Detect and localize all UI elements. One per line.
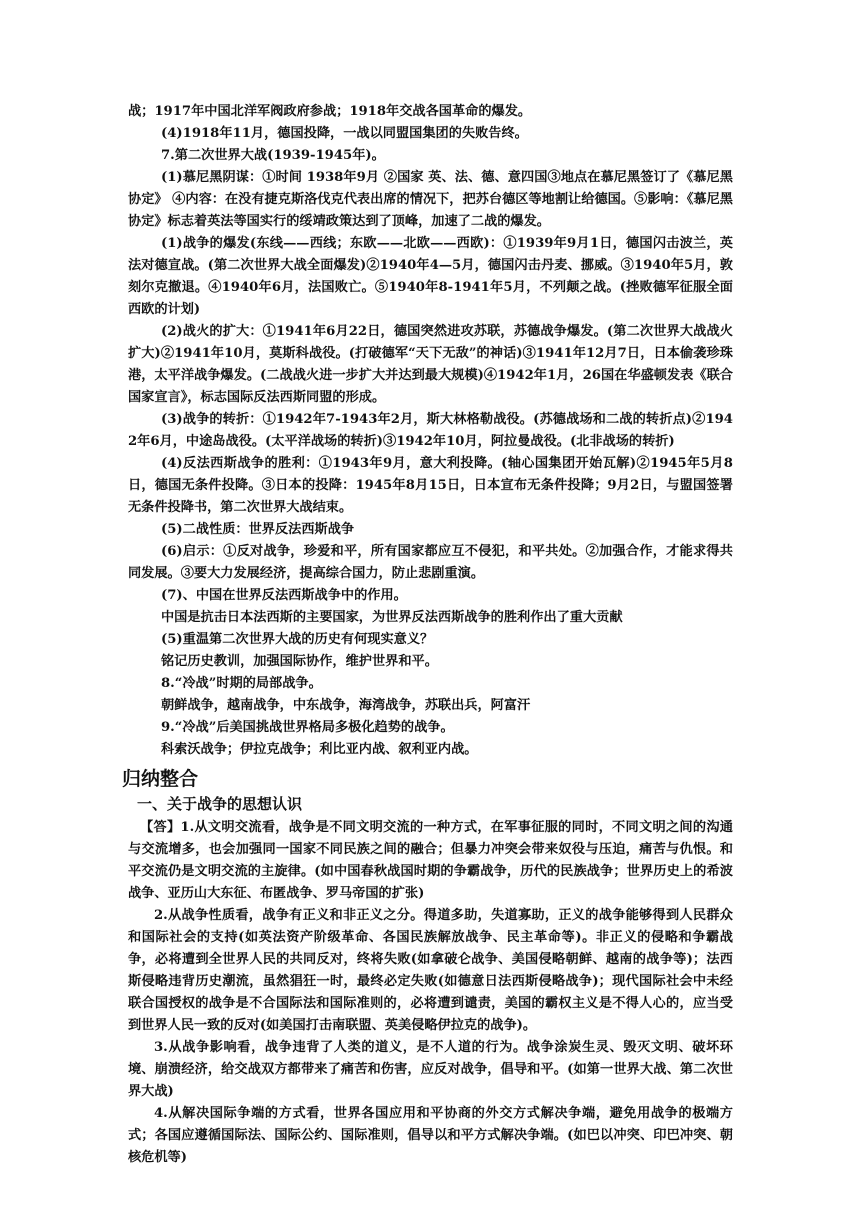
paragraph-china-role: 中国是抗击日本法西斯的主要国家，为世界反法西斯战争的胜利作出了重大贡献 — [161, 610, 623, 625]
paragraph-cold-war-wars: 朝鲜战争，越南战争，中东战争，海湾战争，苏联出兵，阿富汗 — [161, 698, 531, 713]
paragraph-war-impact: 3.从战争影响看，战争违背了人类的道义，是不人道的行为。战争涂炭生灵、毁灭文明、破坏环境、崩溃经济，给交战双方都带来了痛苦和伤害，应反对战争，倡导和平。(如第一世界大战、第二次世界大战) — [128, 1040, 733, 1099]
paragraph-post-cold-war-wars: 科索沃战争；伊拉克战争；利比亚内战、叙利亚内战。 — [161, 742, 478, 757]
subsection-title: 一、关于战争的思想认识 — [137, 795, 303, 813]
paragraph-war-expansion: (2)战火的扩大：①1941年6月22日，德国突然进攻苏联，苏德战争爆发。(第二次世界大战战火扩大)②1941年10月，莫斯科战役。(打破德军“天下无敌”的神话)③1941年12月7日，日本偷袭珍珠港，太平洋战争爆发。(二战战火进一步扩大并达到最大规模)④1942年1月，26国在华盛顿发表《联合国家宣言》，标志国际反法西斯同盟的形成。 — [128, 324, 733, 405]
paragraph-munich-conspiracy: (1)慕尼黑阴谋：①时间 1938年9月 ②国家 英、法、德、意四国③地点在慕尼黑签订了《慕尼黑协定》 ④内容：在没有捷克斯洛伐克代表出席的情况下，把苏台德区等地割让给德国。⑤影响：《慕尼黑协定》标志着英法等国实行的绥靖政策达到了顶峰，加速了二战的爆发。 — [128, 170, 733, 229]
document-body — [122, 101, 733, 1169]
paragraph-war-outbreak: (1)战争的爆发(东线——西线；东欧——北欧——西欧)：①1939年9月1日，德国闪击波兰，英法对德宣战。(第二次世界大战全面爆发)②1940年4—5月，德国闪击丹麦、挪威。③1940年5月，敦刻尔克撤退。④1940年6月，法国败亡。⑤1940年8-1941年5月，不列颠之战。(挫败德军征服全面西欧的计划) — [128, 236, 733, 317]
paragraph-war-nature: (5)二战性质：世界反法西斯战争 — [161, 522, 355, 537]
paragraph-post-cold-war-heading: 9.“冷战”后美国挑战世界格局多极化趋势的战争。 — [161, 720, 454, 735]
paragraph-wwii-heading: 7.第二次世界大战(1939-1945年)。 — [161, 148, 385, 163]
paragraph-war-turning-point: (3)战争的转折：①1942年7-1943年2月，斯大林格勒战役。(苏德战场和二战的转折点)②1942年6月，中途岛战役。(太平洋战场的转折)③1942年10月，阿拉曼战役。(北非战场的转折) — [128, 412, 733, 449]
paragraph-significance-question: (5)重温第二次世界大战的历史有何现实意义？ — [161, 632, 434, 647]
paragraph-wwi-end: (4)1918年11月，德国投降，一战以同盟国集团的失败告终。 — [161, 126, 528, 141]
section-title: 归纳整合 — [122, 768, 199, 790]
paragraph-civilization-exchange: 【答】1.从文明交流看，战争是不同文明交流的一种方式，在军事征服的同时，不同文明之间的沟通与交流增多，也会加强同一国家不同民族之间的融合；但暴力冲突会带来奴役与压迫，痛苦与仇恨。和平交流仍是文明交流的主旋律。(如中国春秋战国时期的争霸战争，历代的民族战争；世界历史上的希波战争、亚历山大东征、布匿战争、罗马帝国的扩张) — [128, 820, 733, 901]
paragraph-war-lessons: (6)启示：①反对战争，珍爱和平，所有国家都应互不侵犯，和平共处。②加强合作，才能求得共同发展。③要大力发展经济，提高综合国力，防止悲剧重演。 — [128, 544, 733, 581]
paragraph-significance-answer: 铭记历史教训，加强国际协作，维护世界和平。 — [161, 654, 438, 669]
paragraph-wwi-participants: 战；1917年中国北洋军阀政府参战；1918年交战各国革命的爆发。 — [128, 104, 532, 119]
paragraph-dispute-resolution: 4.从解决国际争端的方式看，世界各国应用和平协商的外交方式解决争端，避免用战争的极端方式；各国应遵循国际法、国际公约、国际准则，倡导以和平方式解决争端。(如巴以冲突、印巴冲突、朝核危机等) — [128, 1106, 733, 1165]
paragraph-war-justice: 2.从战争性质看，战争有正义和非正义之分。得道多助，失道寡助，正义的战争能够得到人民群众和国际社会的支持(如英法资产阶级革命、各国民族解放战争、民主革命等)。非正义的侵略和争霸战争，必将遭到全世界人民的共同反对，终将失败(如拿破仑战争、美国侵略朝鲜、越南的战争等)；法西斯侵略违背历史潮流，虽然猖狂一时，最终必定失败(如德意日法西斯侵略战争)；现代国际社会中未经联合国授权的战争是不合国际法和国际准则的，必将遭到谴责，美国的霸权主义是不得人心的，应当受到世界人民一致的反对(如美国打击南联盟、英美侵略伊拉克的战争)。 — [128, 908, 733, 1033]
paragraph-war-victory: (4)反法西斯战争的胜利：①1943年9月，意大利投降。(轴心国集团开始瓦解)②1945年5月8日，德国无条件投降。③日本的投降：1945年8月15日，日本宣布无条件投降；9月2日，与盟国签署无条件投降书，第二次世界大战结束。 — [128, 456, 733, 515]
paragraph-china-role-heading: (7)、中国在世界反法西斯战争中的作用。 — [161, 588, 407, 603]
paragraph-cold-war-heading: 8.“冷战”时期的局部战争。 — [161, 676, 322, 691]
